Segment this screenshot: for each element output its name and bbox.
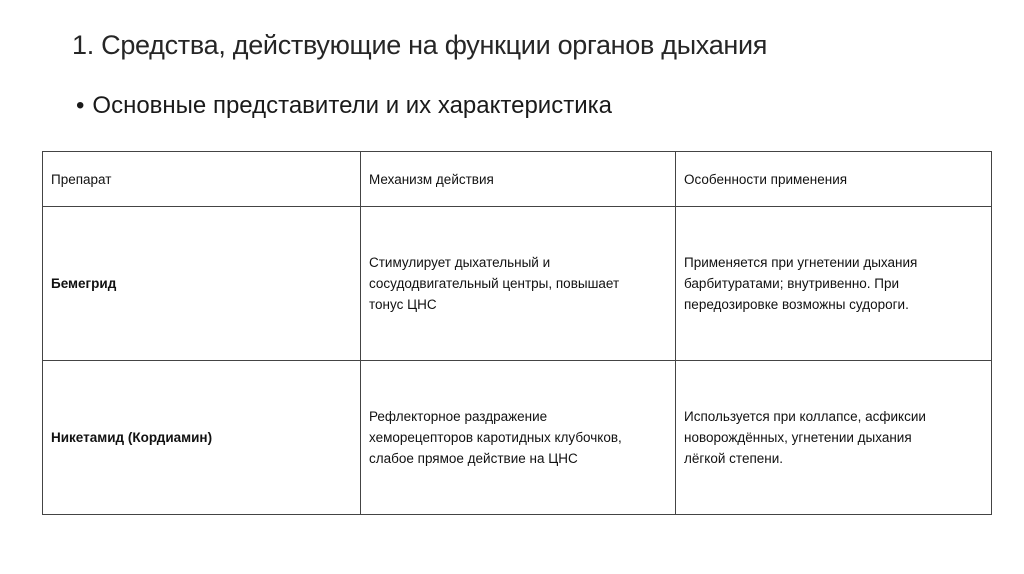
- usage-cell: [676, 361, 992, 515]
- mechanism-cell: [361, 361, 676, 515]
- text-line: тонус ЦНС: [369, 297, 437, 312]
- drug-cell: Никетамид (Кордиамин): [43, 361, 361, 515]
- text-line: барбитуратами; внутривенно. При: [684, 276, 900, 291]
- slide-title: 1. Средства, действующие на функции органов дыхания: [72, 30, 768, 60]
- table-row: [43, 361, 992, 515]
- usage-cell: [676, 207, 992, 361]
- text-line: новорождённых, угнетении дыхания: [684, 430, 912, 445]
- text-line: слабое прямое действие на ЦНС: [369, 451, 578, 466]
- table-row: [43, 207, 992, 361]
- text-line: Используется при коллапсе, асфиксии: [684, 409, 926, 424]
- header-cell-usage: Особенности применения: [676, 152, 992, 207]
- text-line: Рефлекторное раздражение: [369, 409, 548, 424]
- text-line: Стимулирует дыхательный и: [369, 255, 551, 270]
- text-line: передозировке возможны судороги.: [684, 297, 909, 312]
- header-cell-mechanism: Механизм действия: [361, 152, 676, 207]
- bullet-item: [76, 92, 612, 120]
- drug-cell: Бемегрид: [43, 207, 361, 361]
- table-header-row: [43, 152, 992, 207]
- drug-table: [42, 151, 992, 515]
- text-line: сосудодвигательный центры, повышает: [369, 276, 620, 291]
- text-line: лёгкой степени.: [684, 451, 784, 466]
- text-line: Применяется при угнетении дыхания: [684, 255, 918, 270]
- mechanism-cell: [361, 207, 676, 361]
- bullet-text: Основные представители и их характеристика: [92, 92, 612, 119]
- text-line: хеморецепторов каротидных клубочков,: [369, 430, 622, 445]
- header-cell-drug: Препарат: [43, 152, 361, 207]
- bullet-icon: •: [76, 92, 85, 119]
